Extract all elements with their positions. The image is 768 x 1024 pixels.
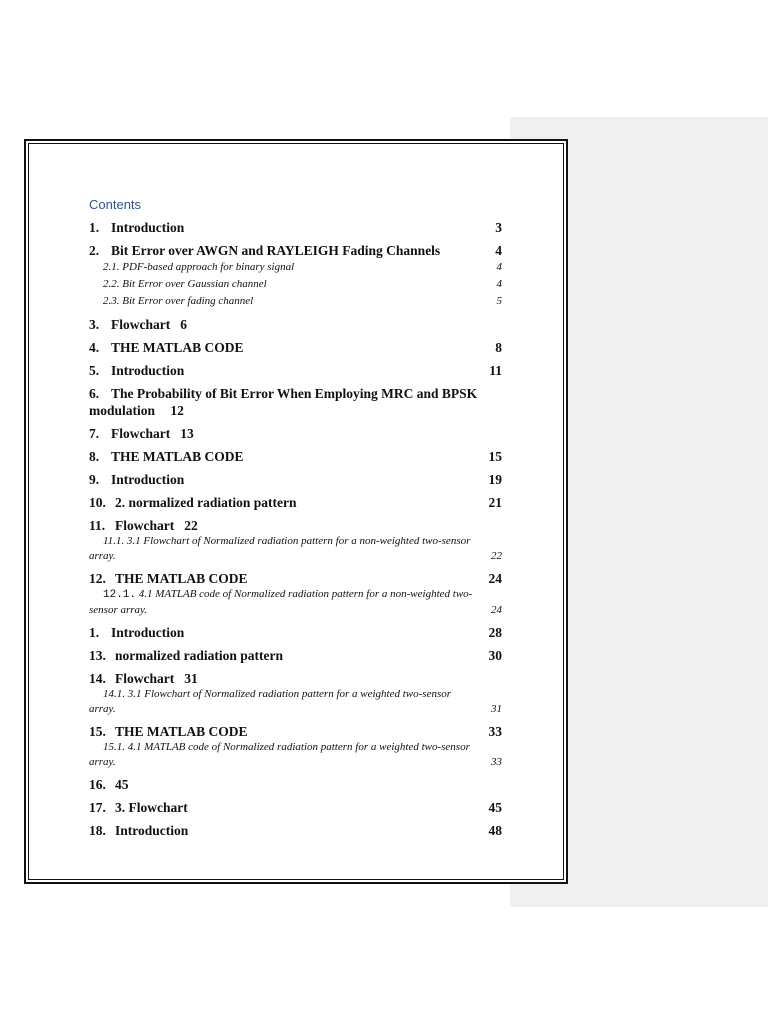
toc-entry-page: 45	[488, 800, 502, 815]
toc-entry[interactable]	[89, 425, 502, 442]
table-of-contents	[89, 196, 502, 839]
toc-entry-title: Introduction	[111, 472, 185, 487]
toc-subentry[interactable]	[89, 740, 502, 770]
toc-subentry[interactable]	[89, 587, 502, 618]
toc-subentry-title: 2.2. Bit Error over Gaussian channel	[103, 278, 267, 290]
toc-entry-title: THE MATLAB CODE	[115, 724, 248, 739]
toc-subentry[interactable]	[89, 687, 502, 717]
toc-entry-page: 13	[180, 426, 194, 441]
toc-entry-number: 8.	[89, 449, 100, 464]
toc-entry-page: 31	[184, 671, 198, 686]
toc-entry-page: 11	[489, 363, 502, 378]
toc-entry-number: 7.	[89, 426, 100, 441]
toc-subentry-title: 4.1 MATLAB code of Normalized radiation pattern for a non-weighted two-	[138, 588, 473, 600]
toc-entry[interactable]	[89, 471, 502, 488]
toc-entry-page: 33	[488, 724, 502, 739]
toc-entry-title: THE MATLAB CODE	[115, 571, 248, 586]
toc-entry-title: Flowchart	[111, 426, 171, 441]
toc-subentry-number: 12.1.	[103, 589, 137, 601]
toc-entry-number: 18.	[89, 823, 106, 838]
toc-entry-number: 1.	[89, 220, 100, 235]
toc-entry-number: 9.	[89, 472, 100, 487]
toc-entry[interactable]	[89, 517, 502, 534]
toc-subentry-title-continued: array.	[89, 756, 116, 768]
toc-entry-number: 13.	[89, 648, 106, 663]
toc-entry-title: Flowchart	[111, 317, 171, 332]
toc-subentry-title: 2.1. PDF-based approach for binary signal	[103, 261, 295, 273]
toc-entry-page: 48	[488, 823, 502, 838]
toc-entry-title: normalized radiation pattern	[115, 648, 283, 663]
toc-entry-title: THE MATLAB CODE	[111, 449, 244, 464]
toc-entry[interactable]	[89, 339, 502, 356]
toc-entry-title: Introduction	[111, 363, 185, 378]
toc-entry[interactable]	[89, 362, 502, 379]
toc-entry[interactable]	[89, 316, 502, 333]
toc-entry-number: 2.	[89, 243, 100, 258]
toc-entry-title: Bit Error over AWGN and RAYLEIGH Fading Channels	[111, 243, 441, 258]
toc-entry-number: 6.	[89, 386, 100, 401]
toc-subentry-title-continued: sensor array.	[89, 604, 148, 616]
toc-entry-title: THE MATLAB CODE	[111, 340, 244, 355]
toc-subentry-page: 5	[496, 295, 502, 307]
toc-entry-number: 17.	[89, 800, 106, 815]
toc-entry-page: 19	[488, 472, 502, 487]
toc-entry-page: 8	[495, 340, 502, 355]
toc-entry[interactable]	[89, 723, 502, 740]
toc-entry[interactable]	[89, 385, 502, 419]
toc-subentry[interactable]	[89, 276, 502, 293]
toc-entry-title: Flowchart	[115, 671, 175, 686]
toc-entry-number: 11.	[89, 518, 106, 533]
toc-subentry[interactable]	[89, 293, 502, 310]
toc-entry-title: Flowchart	[115, 518, 175, 533]
toc-subentry-title: 14.1. 3.1 Flowchart of Normalized radiation pattern for a weighted two-sensor	[103, 688, 452, 700]
toc-entry-number: 1.	[89, 625, 100, 640]
toc-entry[interactable]	[89, 799, 502, 816]
toc-entry[interactable]	[89, 494, 502, 511]
toc-entry-number: 4.	[89, 340, 100, 355]
toc-entry-title: 45	[115, 777, 129, 792]
toc-subentry-page: 24	[491, 604, 502, 616]
toc-entry[interactable]	[89, 822, 502, 839]
toc-subentry-title: 15.1. 4.1 MATLAB code of Normalized radiation pattern for a weighted two-sensor	[103, 741, 470, 753]
toc-entry-page: 15	[488, 449, 502, 464]
toc-entry-page: 6	[180, 317, 187, 332]
toc-entry-title-continued: modulation	[89, 403, 156, 418]
toc-subentry-page: 22	[491, 550, 502, 562]
toc-subentry-title-continued: array.	[89, 550, 116, 562]
toc-subentry-title-continued: array.	[89, 703, 116, 715]
toc-entry-title: Introduction	[115, 823, 189, 838]
toc-entry-page: 22	[184, 518, 198, 533]
toc-entry-page: 12	[170, 403, 184, 418]
toc-entry-page: 30	[488, 648, 502, 663]
toc-entry-number: 16.	[89, 777, 106, 792]
toc-subentry-page: 33	[491, 756, 502, 768]
toc-entry-number: 12.	[89, 571, 106, 586]
toc-entry[interactable]	[89, 242, 502, 259]
toc-subentry-page: 4	[496, 278, 502, 290]
toc-entry[interactable]	[89, 776, 502, 793]
toc-entry-number: 5.	[89, 363, 100, 378]
toc-entry[interactable]	[89, 219, 502, 236]
toc-entry-page: 24	[488, 571, 502, 586]
toc-entry-title: Introduction	[111, 625, 185, 640]
toc-entry-title: 3. Flowchart	[115, 800, 188, 815]
toc-entry-page: 21	[488, 495, 502, 510]
toc-entry[interactable]	[89, 670, 502, 687]
toc-entry-number: 15.	[89, 724, 106, 739]
toc-entry[interactable]	[89, 647, 502, 664]
toc-entry-number: 14.	[89, 671, 106, 686]
toc-subentry-title: 2.3. Bit Error over fading channel	[103, 295, 254, 307]
toc-entry-page: 4	[495, 243, 502, 258]
toc-entry[interactable]	[89, 570, 502, 587]
toc-subentry-page: 4	[496, 261, 502, 273]
toc-entry-page: 3	[495, 220, 502, 235]
toc-entry-number: 3.	[89, 317, 100, 332]
toc-entry-title: 2. normalized radiation pattern	[115, 495, 297, 510]
toc-subentry[interactable]	[89, 534, 502, 564]
toc-entry-title: The Probability of Bit Error When Employing MRC and BPSK	[111, 386, 478, 401]
toc-entry-title: Introduction	[111, 220, 185, 235]
toc-subentry-title: 11.1. 3.1 Flowchart of Normalized radiation pattern for a non-weighted two-sensor	[103, 535, 471, 547]
toc-entry-page: 28	[488, 625, 502, 640]
toc-entry[interactable]	[89, 624, 502, 641]
toc-subentry-page: 31	[491, 703, 502, 715]
toc-entry[interactable]	[89, 448, 502, 465]
toc-subentry[interactable]	[89, 259, 502, 276]
toc-entry-number: 10.	[89, 495, 106, 510]
toc-heading: Contents	[89, 197, 142, 212]
